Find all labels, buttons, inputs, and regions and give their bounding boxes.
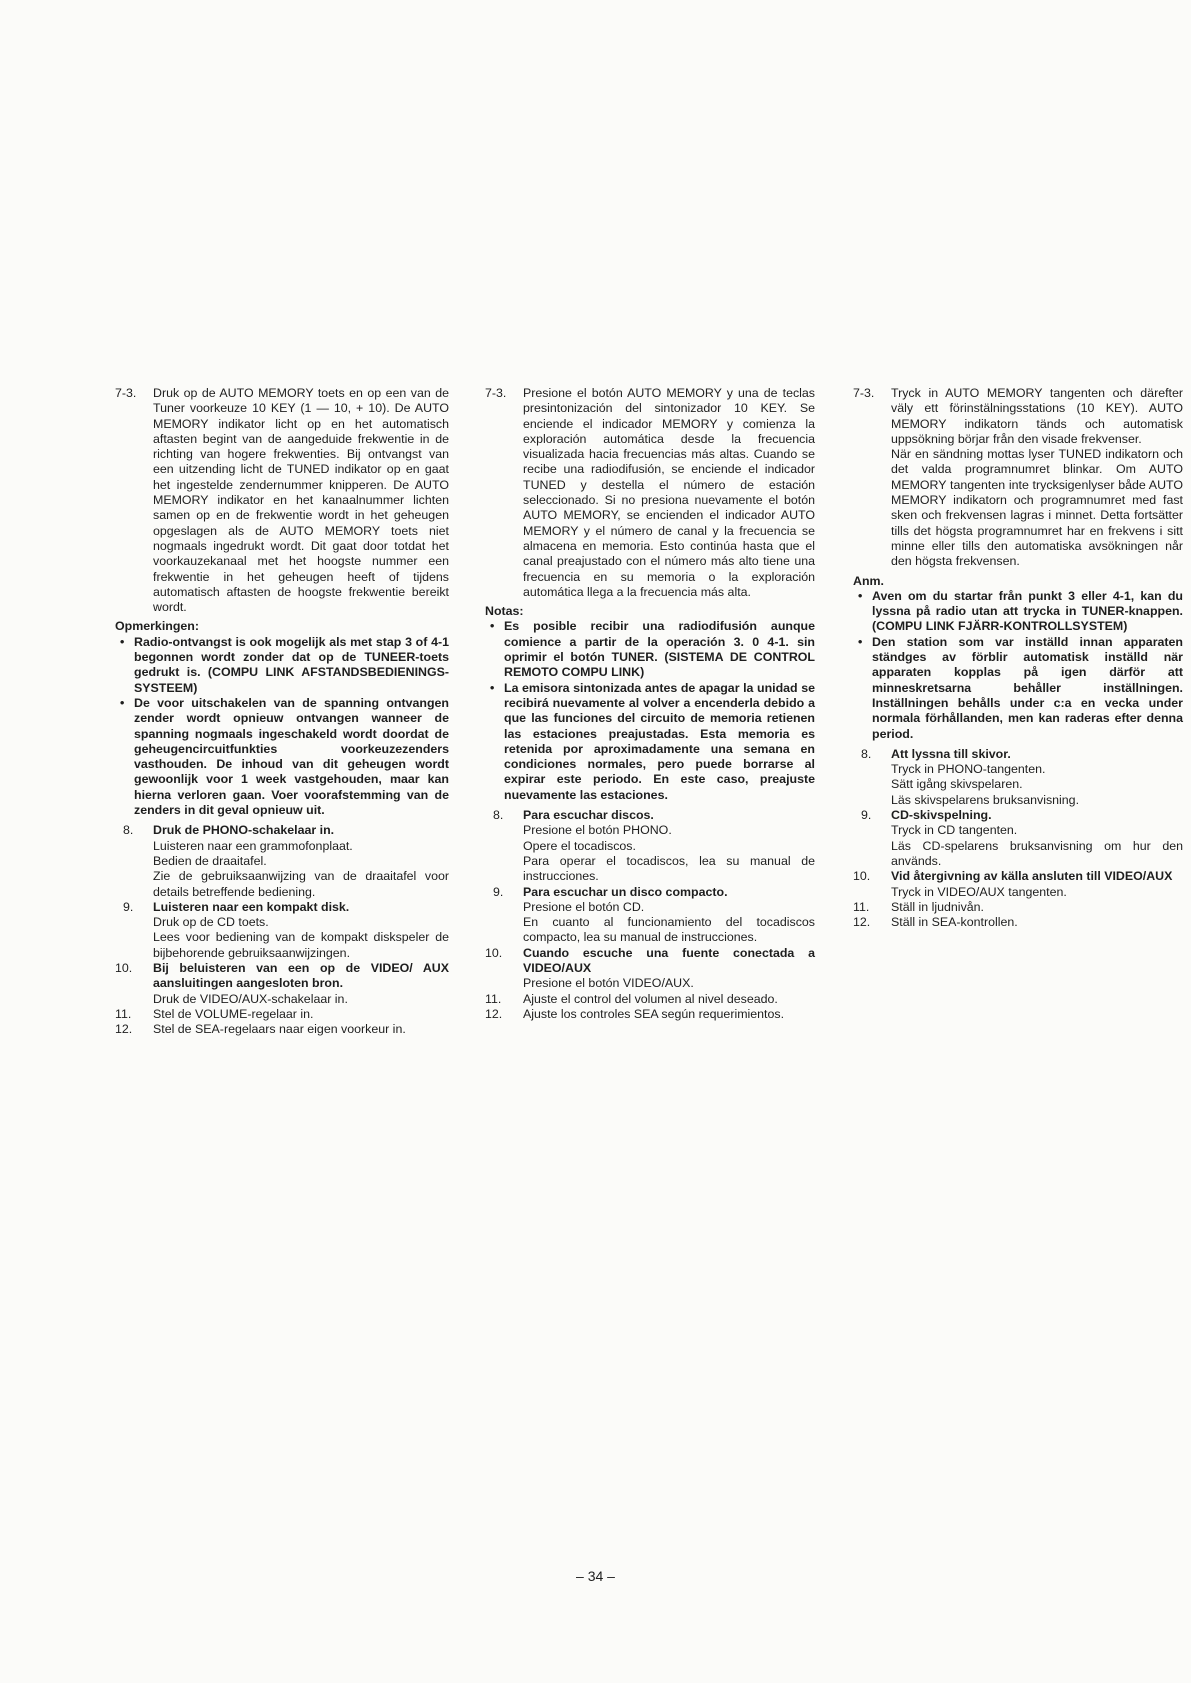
step-text: Tryck in AUTO MEMORY tangenten och därefter väly ett förinstälningsstations (10 KEY). AUTO MEMORY indikatorn tänds och automatisk uppsökning börjar från den visade frekvenser.	[891, 386, 1183, 446]
bullet-icon: •	[120, 695, 125, 710]
notes-heading: Anm.	[853, 573, 884, 588]
bullet-icon: •	[490, 619, 495, 634]
note-item: • Den station som var inställd innan apparaten ständges av förblir automatisk inställd när apparaten kopplas på igen därför att minneskretsarna behåller inställningen. Inställningen behålls under c:a en vecka under normala förhållanden, men kan raderas efter denna period.	[858, 634, 1183, 741]
note-item: • Aven om du startar från punkt 3 eller 4-1, kan du lyssna på radio utan att trycka in TUNER-knappen. (COMPU LINK FJÄRR-KONTROLLSYSTEM)	[858, 588, 1183, 634]
step-11: 11. Stel de VOLUME-regelaar in.	[115, 1006, 314, 1021]
notes-heading: Notas:	[485, 604, 524, 619]
step-8: 8. Para escuchar discos. Presione el botón PHONO. Opere el tocadiscos. Para operar el tocadiscos, lea su manual de instrucciones.	[493, 808, 815, 884]
step-number: 7-3.	[115, 386, 137, 400]
note-item: • Es posible recibir una radiodifusión aunque comience a partir de la operación 3. 0 4-1. sin oprimir el botón TUNER. (SISTEMA DE CONTROL REMOTO COMPU LINK)	[490, 619, 815, 680]
step-9: 9. Para escuchar un disco compacto. Presione el botón CD. En cuanto al funcionamiento del tocadiscos compacto, lea su manual de instrucciones.	[493, 884, 815, 945]
step-11: 11. Ställ in ljudnivån.	[853, 899, 984, 914]
step-7-3	[115, 386, 449, 615]
bullet-icon: •	[858, 588, 863, 603]
step-7-3	[485, 386, 815, 600]
column-spanish	[485, 386, 815, 1022]
column-swedish	[853, 386, 1183, 930]
step-10: 10. Vid återgivning av källa ansluten till VIDEO/AUX Tryck in VIDEO/AUX tangenten.	[853, 869, 1173, 899]
step-text-continued: När en sändning mottas lyser TUNED indikatorn och det valda programnumret blinkar. Om AUTO MEMORY tangenten inte trycksigenlyser både AUTO MEMORY indikatorn och programnumret med fast sken och frekvensen lagras i minnet. Detta fortsätter tills det högsta programnumret har en frekvens i sitt minne eller tills den automatiska avsökningen når den högsta frekvensen.	[891, 447, 1183, 569]
column-dutch	[115, 386, 449, 1037]
step-text: Druk op de AUTO MEMORY toets en op een van de Tuner voorkeuze 10 KEY (1 — 10, + 10). De AUTO MEMORY indikator licht op en het automatisch aftasten begint van de aangeduide frekwentie in de richting van hogere frekwenties. Bij ontvangst van een uitzending licht de TUNED indikator op en gaat het ingestelde zendernummer knipperen. De AUTO MEMORY indikator en het kanaalnummer lichten samen op en de frekwentie wordt in het geheugen opgeslagen als de AUTO MEMORY toets niet nogmaals ingedrukt wordt. Dit gaat door totdat het voorkauzekanaal met het hoogste nummer een frekwentie in het geheugen heeft of tijdens automatisch aftasten de hoogste frekwentie bereikt wordt.	[153, 386, 449, 615]
note-item: • La emisora sintonizada antes de apagar la unidad se recibirá nuevamente al volver a encenderla debido a que las funciones del circuito de memoria retienen las estaciones preajustadas. Esta memoria es retenida por aproximadamente una semana en condiciones normales, pero puede borrarse al expirar este periodo. En este caso, preajuste nuevamente las estaciones.	[490, 680, 815, 802]
step-12: 12. Stel de SEA-regelaars naar eigen voorkeur in.	[115, 1022, 406, 1037]
bullet-icon: •	[858, 634, 863, 649]
notes-heading: Opmerkingen:	[115, 619, 199, 634]
bullet-icon: •	[490, 680, 495, 695]
step-number: 7-3.	[853, 386, 875, 400]
note-item: • De voor uitschakelen van de spanning ontvangen zender wordt opnieuw ontvangen wanneer de spanning nogmaals ingeschakeld wordt doordat de geheugencircuitfunkties voorkeuzezenders vasthouden. De inhoud van dit geheugen wordt gewoonlijk voor 1 week vastgehouden, maar kan hierna verloren gaan. Voer voorafstemming van de zenders in dit geval opnieuw uit.	[120, 695, 449, 818]
step-9: 9. CD-skivspelning. Tryck in CD tangenten. Läs CD-spelarens bruksanvisning om hur den används.	[861, 808, 1183, 868]
step-9: 9. Luisteren naar een kompakt disk. Druk op de CD toets. Lees voor bediening van de kompakt diskspeler de bijbehorende gebruiksaanwijzingen.	[123, 899, 449, 960]
step-12: 12. Ajuste los controles SEA según requerimientos.	[485, 1006, 785, 1021]
step-10: 10. Cuando escuche una fuente conectada a VIDEO/AUX Presione el botón VIDEO/AUX.	[485, 945, 815, 991]
step-8: 8. Druk de PHONO-schakelaar in. Luisteren naar een grammofonplaat. Bedien de draaitafel. Zie de gebruiksaanwijzing van de draaitafel voor details betreffende bediening.	[123, 823, 449, 899]
bullet-icon: •	[120, 634, 125, 649]
step-7-3	[853, 386, 1183, 570]
step-11: 11. Ajuste el control del volumen al nivel deseado.	[485, 991, 778, 1006]
step-number: 7-3.	[485, 386, 507, 400]
step-12: 12. Ställ in SEA-kontrollen.	[853, 915, 1018, 930]
step-text: Presione el botón AUTO MEMORY y una de teclas presintonización del sintonizador 10 KEY. Se enciende el indicador MEMORY y comienza la exploración automática desde la frecuencia visualizada hacia frecuencias más altas. Cuando se recibe una radiodifusión, se enciende el indicador TUNED y destella el número de estación seleccionado. Si no presiona nuevamente el botón AUTO MEMORY, se encienden el indicador AUTO MEMORY y el número de canal y la frecuencia se almacena en memoria. Esto continúa hasta que el canal preajustado con el número más alto tiene una frecuencia en su memoria o la exploración automática llega a la frecuencia más alta.	[523, 386, 815, 599]
step-8: 8. Att lyssna till skivor. Tryck in PHONO-tangenten. Sätt igång skivspelaren. Läs skivspelarens bruksanvisning.	[861, 746, 1080, 807]
note-item: • Radio-ontvangst is ook mogelijk als met stap 3 of 4-1 begonnen wordt zonder dat op de TUNEER-toets gedrukt is. (COMPU LINK AFSTANDSBEDIENINGS-SYSTEEM)	[120, 634, 449, 695]
step-10: 10. Bij beluisteren van een op de VIDEO/ AUX aansluitingen aangesloten bron. Druk de VIDEO/AUX-schakelaar in.	[115, 960, 449, 1006]
page-number: – 34 –	[576, 1568, 615, 1584]
